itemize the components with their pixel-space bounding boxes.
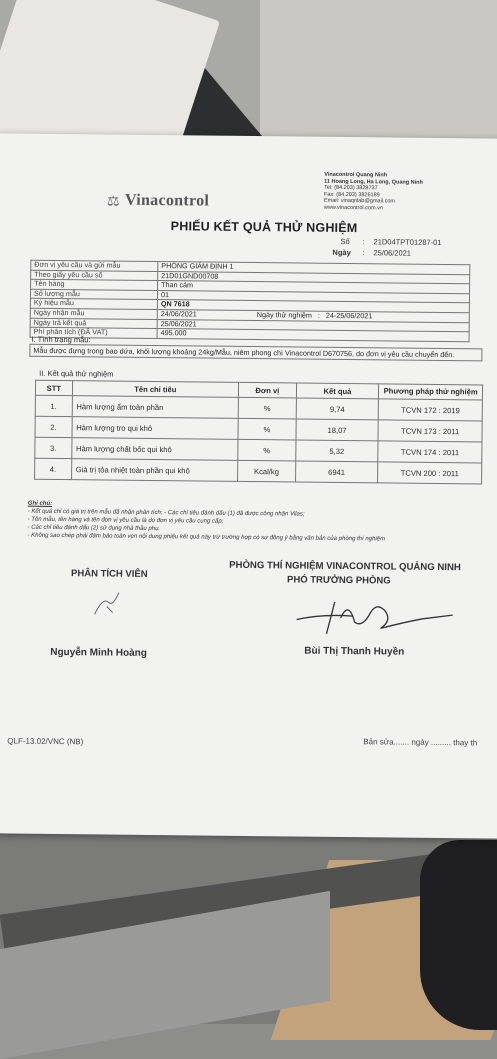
test-result-document (0, 133, 497, 838)
revision-text: Bản sửa....... ngày ......... thay th (363, 737, 478, 748)
company-logo: Vinacontrol (124, 191, 210, 210)
received-date: 24/06/2021 (160, 309, 197, 319)
sample-info-table (30, 260, 471, 342)
analyst-signature (89, 584, 149, 625)
deputy-signature (292, 591, 462, 638)
row-stt: 4. (35, 458, 72, 479)
row-method: TCVN 173 : 2011 (378, 420, 482, 442)
info-label: Đơn vị yêu cầu và gửi mẫu (31, 260, 158, 271)
info-value: 495.000 (157, 329, 469, 342)
test-date-label: Ngày thử nghiệm (256, 310, 312, 320)
info-label: Ngày trả kết quả (30, 318, 157, 329)
info-label: Số lượng mẫu (30, 289, 157, 300)
section2-title: II. Kết quả thử nghiệm (39, 368, 114, 379)
row-method: TCVN 200 : 2011 (378, 462, 482, 484)
date-value: 25/06/2021 (373, 248, 412, 258)
note-line: - Không sao chép phải đảm bảo toàn vẹn nội dung phiếu kết quả này trừ trường hợp có sự đồng ý bằng văn bản của phòng thí nghiệm (27, 532, 386, 543)
form-code: QLF-13.02/VNC (NB) (7, 736, 84, 747)
row-unit: % (238, 439, 296, 461)
address-line: www.vinacontrol.com.vn (323, 204, 383, 211)
col-header: STT (35, 380, 72, 395)
col-header: Phương pháp thử nghiệm (379, 384, 483, 400)
col-header: Kết quả (296, 383, 379, 399)
col-header: Đơn vị (238, 382, 296, 398)
table-row (35, 458, 482, 484)
row-value: 6941 (295, 461, 378, 483)
address-line: Vinacontrol Quang Ninh (324, 171, 388, 179)
notes-block (27, 500, 385, 544)
row-name: Hàm lượng chất bốc qui khô (71, 438, 238, 461)
notes-title: Ghi chú: (27, 500, 53, 507)
info-value: 21D01GND00708 (158, 271, 470, 284)
analyst-name: Nguyễn Minh Hoàng (50, 646, 147, 659)
info-value: Than cám (158, 281, 470, 294)
row-value: 5,32 (295, 440, 378, 462)
note-line: - Kết quả chỉ có giá trị trên mẫu đã nhận phân tích; - Các chỉ tiêu đánh dấu (1) đã được công nhận Vilas; (27, 508, 305, 518)
row-stt: 1. (35, 395, 72, 416)
colon: : (317, 310, 320, 320)
row-name: Hàm lượng ẩm toàn phần (72, 396, 239, 419)
company-address (324, 172, 423, 212)
address-line: Tel: (84.203) 3828737 (324, 184, 378, 192)
shoe (420, 840, 497, 1030)
row-unit: % (238, 418, 296, 440)
lab-name: PHÒNG THÍ NGHIỆM VINACONTROL QUẢNG NINH (229, 559, 461, 574)
row-stt: 2. (35, 416, 72, 437)
address-line: Email: vinaqnlab@gmail.com (323, 197, 396, 205)
row-name: Hàm lượng tro qui khô (72, 417, 239, 440)
analyst-role: PHÂN TÍCH VIÊN (71, 568, 148, 580)
note-line: - Tên mẫu, tên hàng và tên đơn vị yêu cầu là do đơn vị yêu cầu cung cấp; (27, 516, 224, 525)
deputy-role: PHÓ TRƯỞNG PHÒNG (286, 574, 391, 587)
info-label: Ký hiệu mẫu (30, 299, 157, 310)
document-title: PHIẾU KẾT QUẢ THỬ NGHIỆM (170, 219, 358, 236)
info-label: Theo giấy yêu cầu số (31, 270, 158, 281)
background-surface (260, 0, 497, 150)
scale-logo-icon: ⚖ (106, 192, 120, 209)
section1-title: I. Tình trạng mẫu: (31, 334, 91, 345)
row-value: 18,07 (296, 419, 379, 441)
row-method: TCVN 174 : 2011 (378, 441, 482, 463)
results-table (34, 380, 483, 485)
col-header: Tên chỉ tiêu (72, 381, 239, 398)
number-value: 21D04TPT01287-01 (373, 237, 442, 248)
info-value: 01 (157, 290, 469, 303)
info-value: PHÒNG GIÁM ĐỊNH 1 (158, 262, 470, 275)
number-label: Số (340, 236, 350, 247)
row-value: 9,74 (296, 398, 379, 420)
address-line: 11 Hoang Long, Ha Long, Quang Ninh (324, 178, 423, 186)
info-label: Ngày nhận mẫu (30, 308, 157, 319)
info-value: QN 7618 (157, 300, 469, 313)
deputy-name: Bùi Thị Thanh Huyền (304, 645, 405, 658)
info-label: Phí phân tích (ĐÃ VAT) (30, 327, 157, 338)
sample-condition-text: Mẫu được đựng trong bao dứa, khối lượng khoảng 24kg/Mẫu, niêm phong chì Vinacontrol D670756, do đơn vị yêu cầu chuyển đến. (29, 344, 482, 362)
info-label: Tên hàng (31, 279, 158, 290)
row-method: TCVN 172 : 2019 (379, 399, 483, 421)
note-line: - Các chỉ tiêu đánh dấu (2) sử dụng nhà thầu phụ. (27, 524, 161, 533)
row-unit: Kcal/kg (238, 460, 296, 482)
row-stt: 3. (35, 437, 72, 458)
colon: : (362, 248, 365, 258)
test-date-value: 24-25/06/2021 (325, 310, 373, 321)
colon: : (362, 237, 365, 247)
row-name: Giá trị tỏa nhiệt toàn phần qui khô (71, 459, 238, 482)
row-unit: % (238, 397, 296, 419)
info-value: 25/06/2021 (157, 319, 469, 332)
date-label: Ngày (332, 247, 351, 258)
address-line: Fax: (84.203) 3826189 (324, 191, 380, 198)
